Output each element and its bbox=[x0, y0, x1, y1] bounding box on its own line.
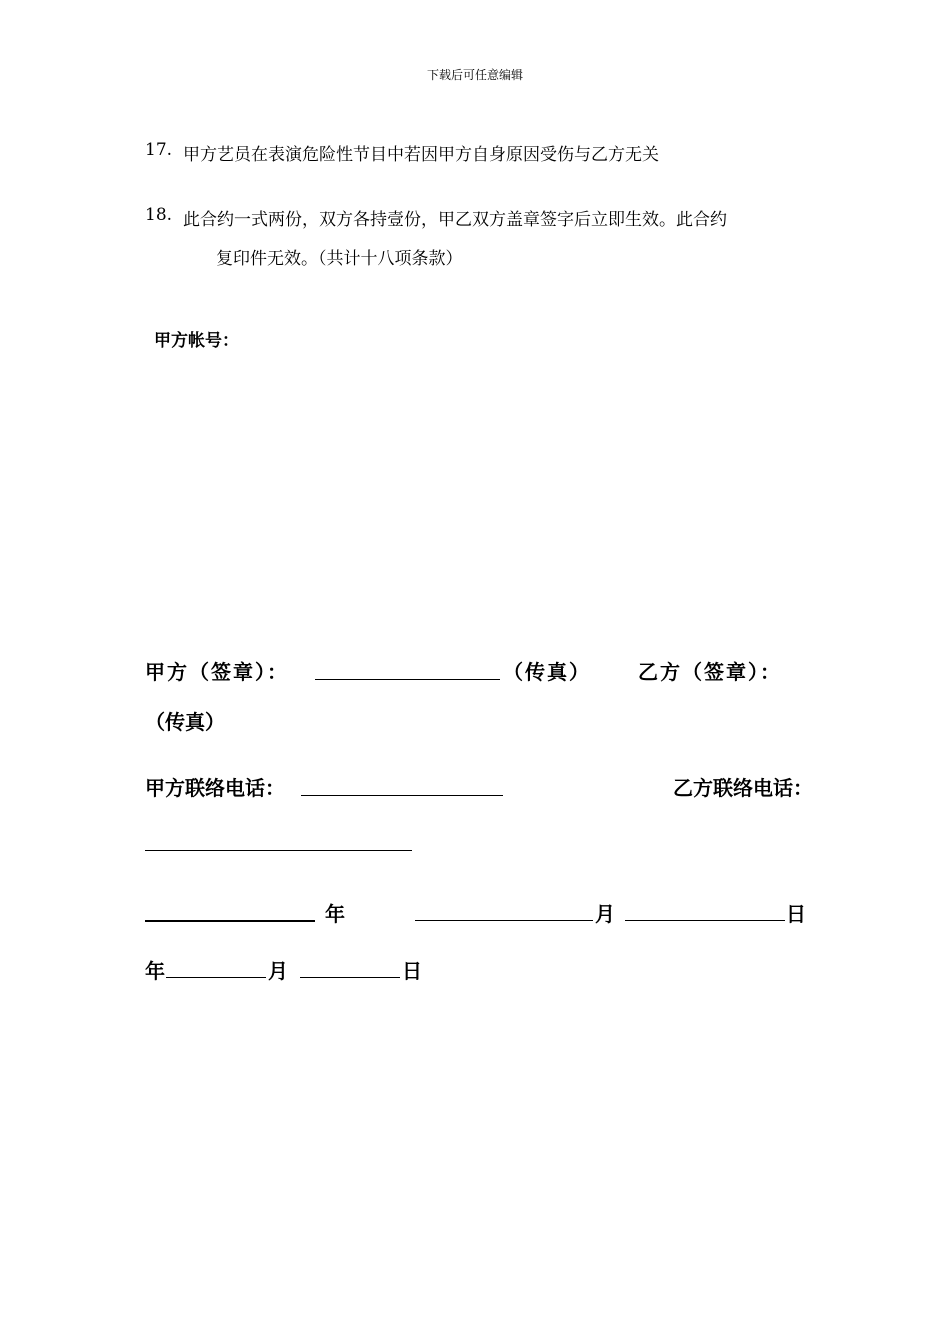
party-b-fax-label: （传真） bbox=[145, 710, 225, 734]
clause-18-text: 此合约一式两份，双方各持壹份，甲乙双方盖章签字后立即生效。此合约 bbox=[183, 210, 727, 230]
clause-18-continuation: 复印件无效。（共计十八项条款） bbox=[216, 249, 463, 269]
date1-year-line bbox=[145, 920, 315, 922]
party-a-seal-line bbox=[315, 679, 500, 680]
party-a-phone-label: 甲方联络电话： bbox=[145, 776, 285, 800]
date2-year-label: 年 bbox=[145, 959, 165, 983]
date1-day-line bbox=[625, 920, 785, 921]
party-b-seal-label: 乙方（签章）： bbox=[638, 660, 782, 684]
date1-day-label: 日 bbox=[786, 902, 806, 926]
date1-year-label: 年 bbox=[325, 902, 345, 926]
date1-month-line bbox=[415, 920, 593, 921]
date1-month-label: 月 bbox=[595, 902, 615, 926]
party-b-phone-label: 乙方联络电话： bbox=[673, 776, 813, 800]
party-b-phone-line bbox=[145, 850, 412, 851]
party-a-seal-label: 甲方（签章）： bbox=[145, 660, 289, 684]
party-a-phone-line bbox=[301, 795, 503, 796]
date2-year-line bbox=[166, 977, 266, 978]
clause-17-text: 甲方艺员在表演危险性节目中若因甲方自身原因受伤与乙方无关 bbox=[183, 145, 659, 165]
date2-day-label: 日 bbox=[402, 959, 422, 983]
clause-18-number: 18. bbox=[145, 205, 173, 225]
date2-month-label: 月 bbox=[268, 959, 288, 983]
clause-17-number: 17. bbox=[145, 140, 173, 160]
party-a-fax-label: （传真） bbox=[503, 660, 591, 684]
account-label: 甲方帐号： bbox=[154, 331, 239, 351]
date2-month-line bbox=[300, 977, 400, 978]
page-header: 下载后可任意编辑 bbox=[426, 68, 523, 82]
